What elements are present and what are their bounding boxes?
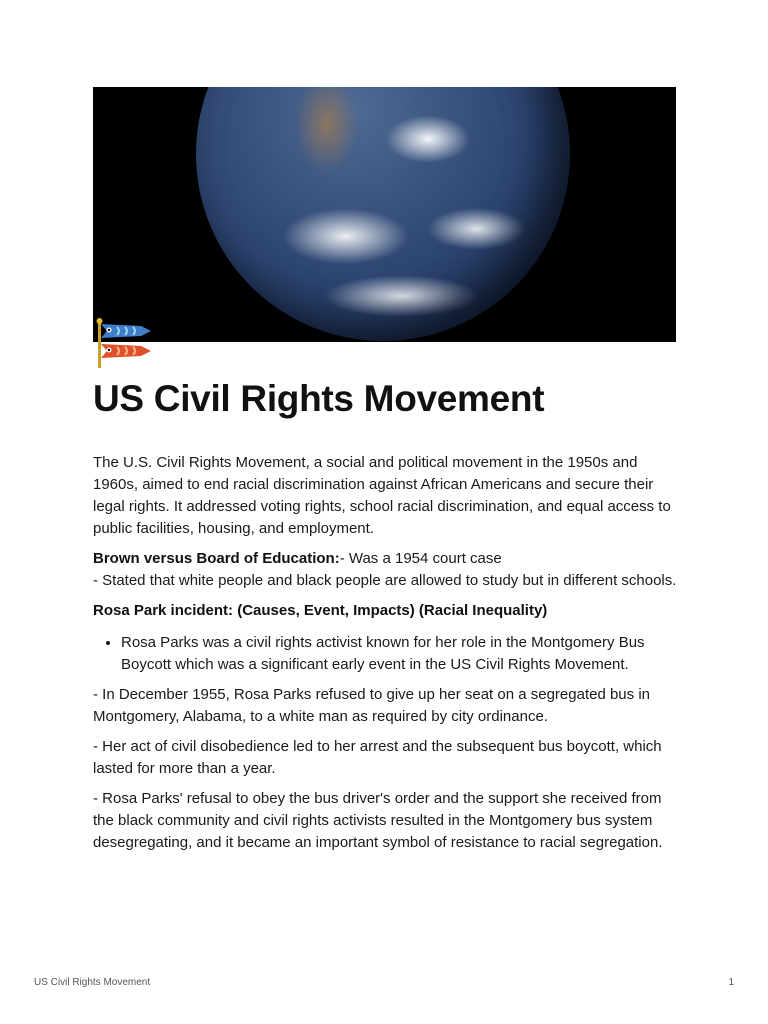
paragraph-december: - In December 1955, Rosa Parks refused to give up her seat on a segregated bus in Montgomery, Alabama, to a white man as required by city ordinance. (93, 686, 650, 725)
brown-paragraph (93, 548, 683, 592)
brown-line2: - Stated that white people and black people are allowed to study but in different schools. (93, 572, 677, 589)
carp-streamer-icon (95, 318, 153, 370)
rosa-heading-text: Rosa Park incident: (Causes, Event, Impacts) (Racial Inequality) (93, 602, 548, 619)
cover-image (93, 87, 676, 342)
page-number: 1 (728, 977, 734, 988)
paragraph-disobedience: - Her act of civil disobedience led to her arrest and the subsequent bus boycott, which lasted for more than a year. (93, 738, 662, 777)
earth-image (196, 87, 570, 341)
bullet-list (93, 632, 683, 676)
rosa-heading (93, 600, 683, 622)
footer-title: US Civil Rights Movement (34, 977, 151, 988)
paragraph-refusal: - Rosa Parks' refusal to obey the bus driver's order and the support she received from the black community and civil rights activists resulted in the Montgomery bus system desegregating, and it became an important symbol of resistance to racial segregation. (93, 790, 663, 851)
page-title: US Civil Rights Movement (93, 378, 545, 419)
list-item: • Rosa Parks was a civil rights activist known for her role in the Montgomery Bus Boycott which was a significant early event in the US Civil Rights Movement. (121, 632, 683, 676)
intro-paragraph: The U.S. Civil Rights Movement, a social and political movement in the 1950s and 1960s, aimed to end racial discrimination against African Americans and secure their legal rights. It addressed voting rights, school racial discrimination, and equal access to public facilities, housing, and employment. (93, 454, 671, 537)
page-body (93, 452, 683, 862)
brown-text: - Was a 1954 court case (339, 550, 502, 567)
brown-heading: Brown versus Board of Education: (93, 550, 340, 567)
